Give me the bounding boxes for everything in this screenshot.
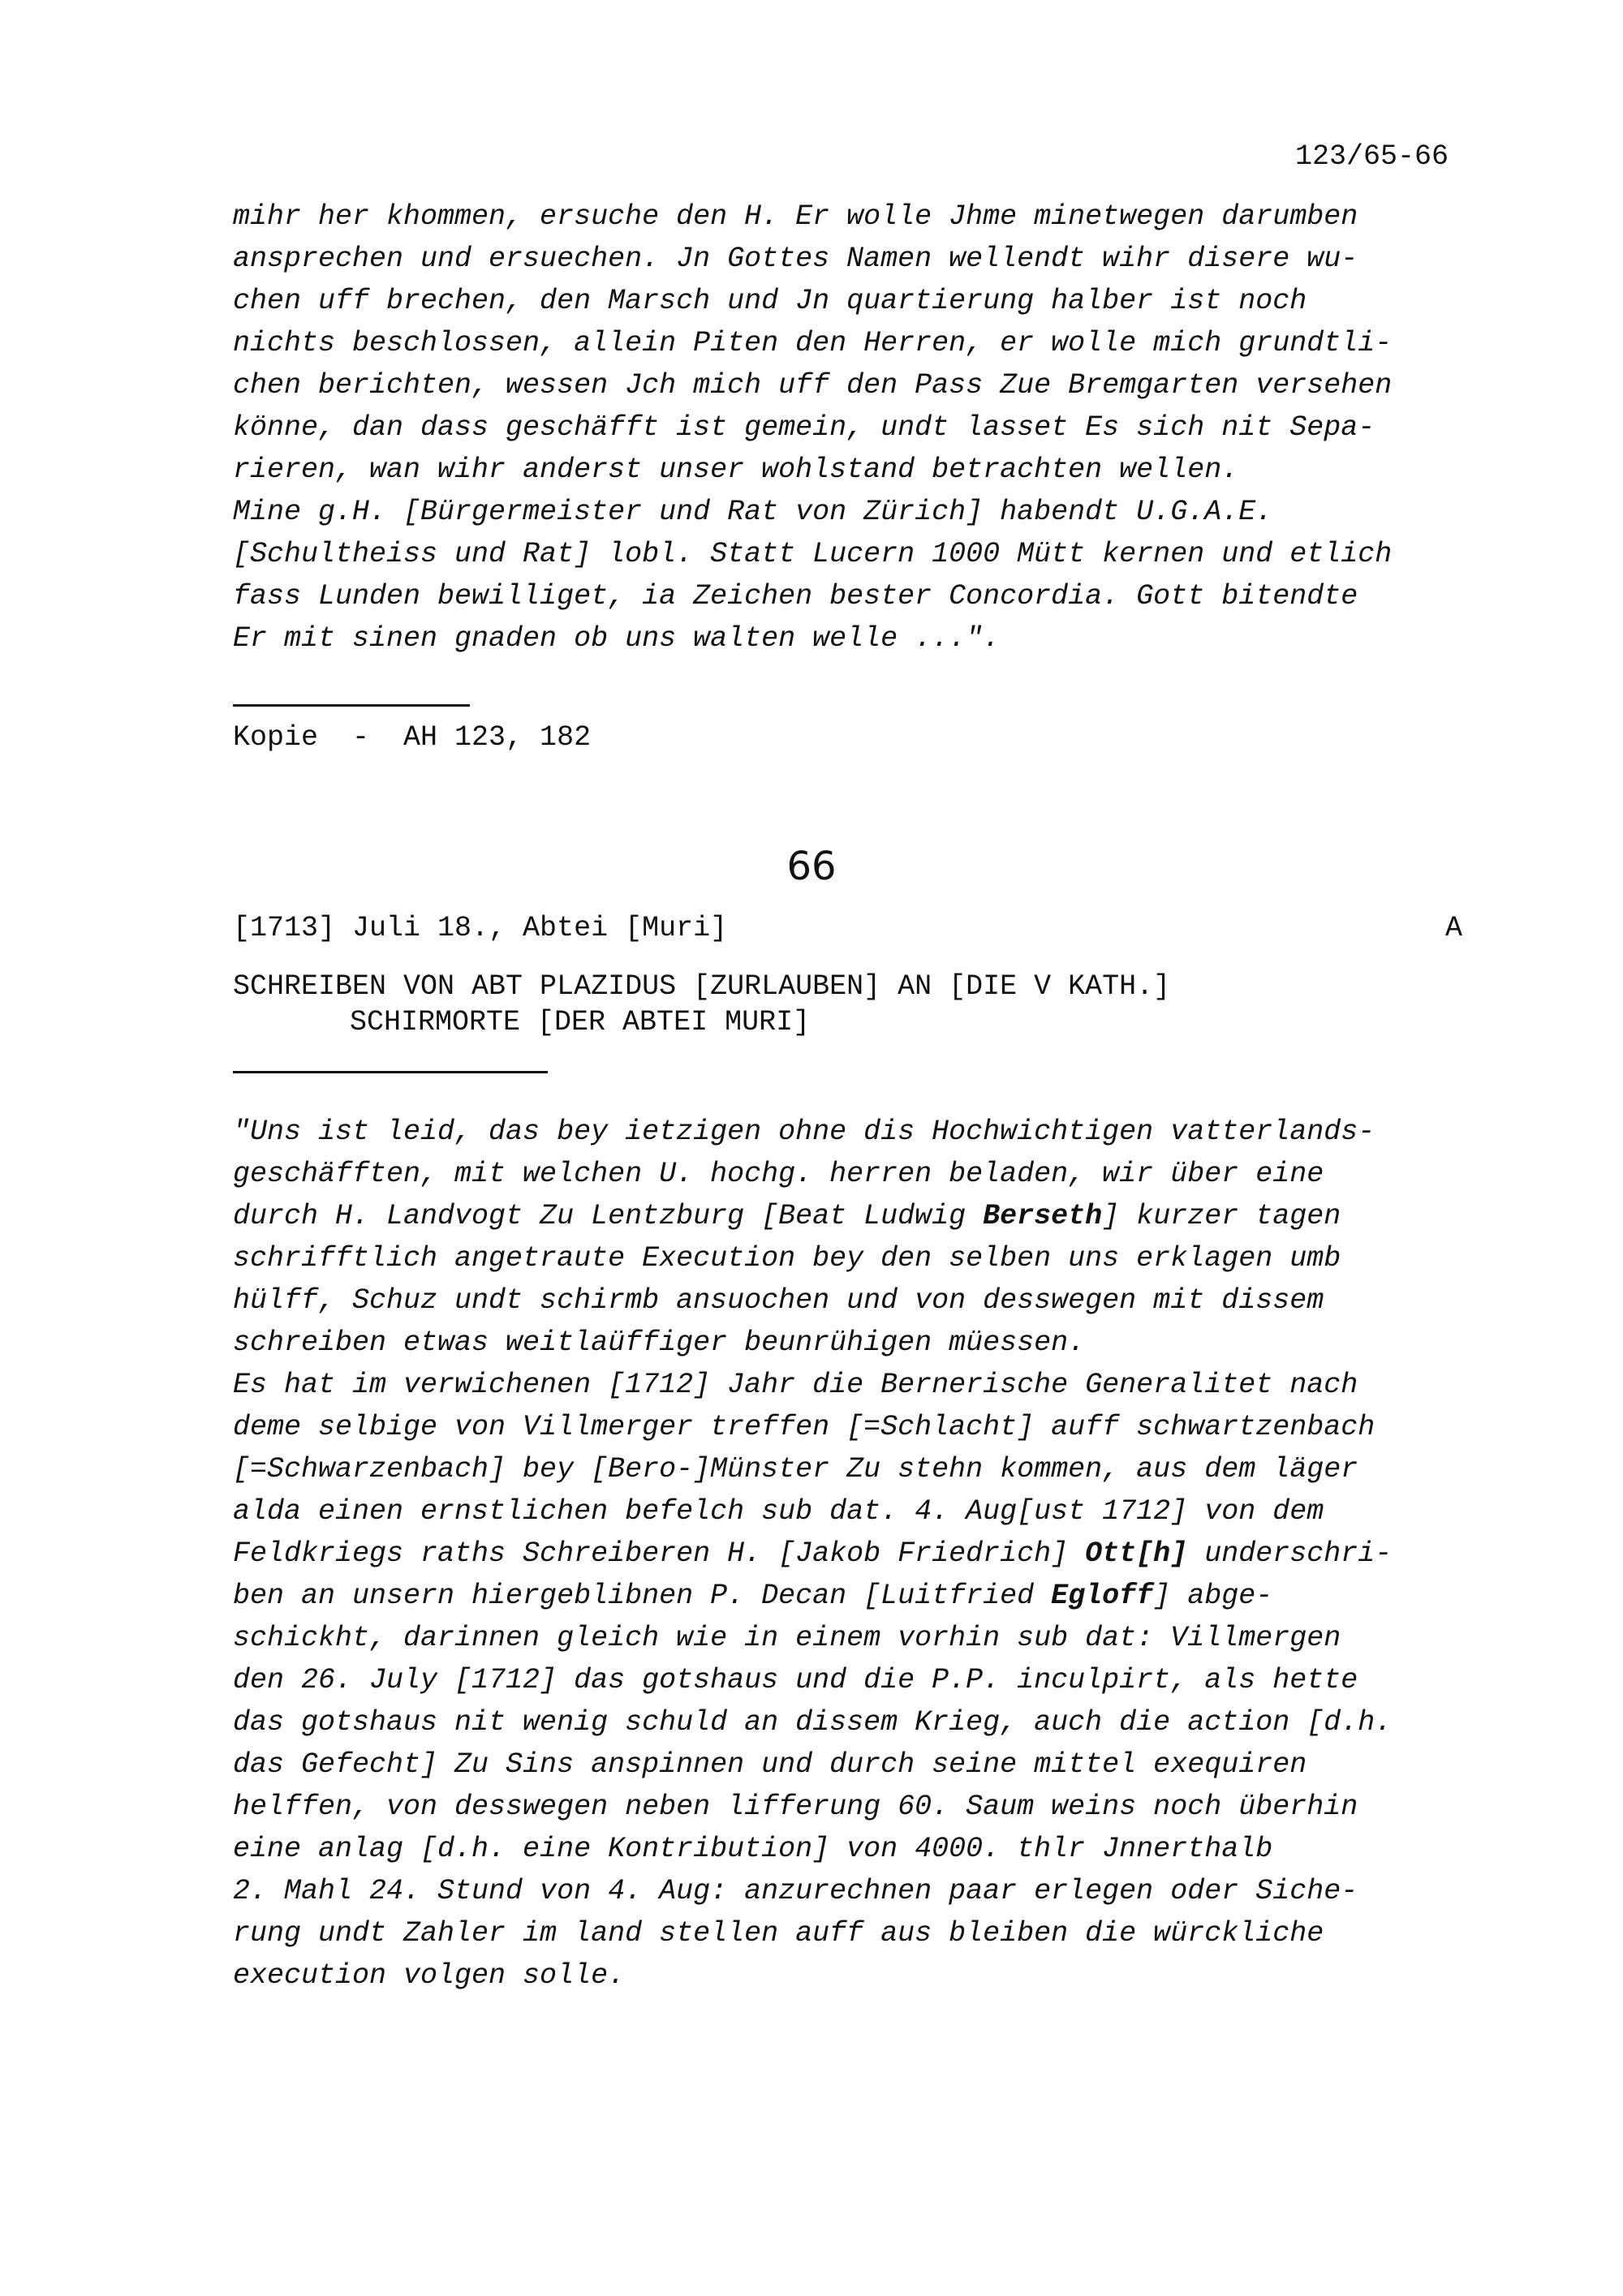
body-text: geschäfften, mit welchen U. hochg. herren beladen, wir über eine <box>233 1158 1324 1190</box>
body-line <box>233 1455 1358 1484</box>
body-text: Feldkriegs raths Schreiberen H. [Jakob Friedrich] <box>233 1537 1086 1570</box>
body-line <box>233 1624 1341 1653</box>
body-line <box>233 1495 1324 1528</box>
body-text: rung undt Zahler im land stellen auff aus bleiben die würckliche <box>233 1917 1324 1950</box>
body-text: ] kurzer tagen <box>1102 1200 1341 1232</box>
body-text: ben an unsern hiergeblibnen P. Decan [Luitfried <box>233 1580 1052 1612</box>
document-type-marker: A <box>1445 912 1463 944</box>
excerpt-line: chen uff brechen, den Marsch und Jn quartierung halber ist noch <box>233 285 1307 317</box>
source-note: Kopie - AH 123, 182 <box>233 721 592 754</box>
body-line <box>233 1877 1358 1906</box>
body-text: "Uns ist leid, das bey ietzigen ohne dis Hochwichtigen vatterlands- <box>233 1116 1375 1148</box>
body-line <box>233 1666 1358 1695</box>
excerpt-line: ansprechen und ersuechen. Jn Gottes Namen wellendt wihr disere wu- <box>233 243 1358 275</box>
body-text: underschri- <box>1187 1537 1393 1570</box>
body-text: das gotshaus nit wenig schuld an dissem Krieg, auch die action [d.h. <box>233 1706 1393 1739</box>
heading-rule <box>233 1071 548 1073</box>
body-text: helffen, von desswegen neben lifferung 60. Saum weins noch überhin <box>233 1791 1358 1823</box>
body-line <box>233 1917 1324 1950</box>
excerpt-line: rieren, wan wihr anderst unser wohlstand betrachten wellen. <box>233 454 1239 486</box>
document-number: 66 <box>786 844 837 889</box>
body-text: hülff, Schuz undt schirmb ansuochen und von desswegen mit dissem <box>233 1284 1324 1317</box>
body-line <box>233 1202 1341 1231</box>
excerpt-line: Mine g.H. [Bürgermeister und Rat von Zürich] habendt U.G.A.E. <box>233 496 1273 528</box>
body-text: 2. Mahl 24. Stund von 4. Aug: anzurechnen paar erlegen oder Siche- <box>233 1875 1358 1907</box>
body-line <box>233 1959 626 1992</box>
body-line <box>233 1793 1358 1821</box>
body-line <box>233 1371 1358 1400</box>
body-text: ] abge- <box>1153 1580 1273 1612</box>
document-date-place: [1713] Juli 18., Abtei [Muri] <box>233 912 728 944</box>
body-line <box>233 1582 1272 1610</box>
person-name: Egloff <box>1051 1580 1154 1612</box>
body-text: schickht, darinnen gleich wie in einem vorhin sub dat: Villmergen <box>233 1622 1341 1654</box>
excerpt-line: [Schultheiss und Rat] lobl. Statt Lucern 1000 Mütt kernen und etlich <box>233 538 1393 570</box>
body-text: Es hat im verwichenen [1712] Jahr die Bernerische Generalitet nach <box>233 1369 1358 1401</box>
body-text: eine anlag [d.h. eine Kontribution] von 4000. thlr Jnnerthalb <box>233 1833 1273 1865</box>
body-text: den 26. July [1712] das gotshaus und die P.P. inculpirt, als hette <box>233 1664 1358 1696</box>
person-name: Berseth <box>983 1200 1103 1232</box>
excerpt-line: chen berichten, wessen Jch mich uff den Pass Zue Bremgarten versehen <box>233 369 1393 402</box>
document-heading-line-1: SCHREIBEN VON ABT PLAZIDUS [ZURLAUBEN] AN [DIE V KATH.] <box>233 970 1171 1003</box>
body-text: schrifftlich angetraute Execution bey den selben uns erklagen umb <box>233 1242 1341 1275</box>
document-heading-line-2: SCHIRMORTE [DER ABTEI MURI] <box>350 1006 811 1038</box>
body-line <box>233 1160 1324 1189</box>
body-text: alda einen ernstlichen befelch sub dat. 4. Aug[ust 1712] von dem <box>233 1495 1324 1528</box>
body-line <box>233 1118 1375 1146</box>
person-name: Ott[h] <box>1085 1537 1188 1570</box>
body-text: [=Schwarzenbach] bey [Bero-]Münster Zu stehn kommen, aus dem läger <box>233 1453 1358 1486</box>
body-line <box>233 1242 1341 1275</box>
body-text: das Gefecht] Zu Sins anspinnen und durch seine mittel exequiren <box>233 1748 1307 1781</box>
body-text: durch H. Landvogt Zu Lentzburg [Beat Ludwig <box>233 1200 984 1232</box>
excerpt-line: könne, dan dass geschäfft ist gemein, undt lasset Es sich nit Sepa- <box>233 411 1375 444</box>
excerpt-line: nichts beschlossen, allein Piten den Herren, er wolle mich grundtli- <box>233 327 1393 359</box>
body-line <box>233 1284 1324 1317</box>
excerpt-line: mihr her khommen, ersuche den H. Er wolle Jhme minetwegen darumben <box>233 200 1358 233</box>
body-text: schreiben etwas weitlaüffiger beunrühigen müessen. <box>233 1326 1086 1359</box>
body-line <box>233 1537 1393 1570</box>
body-text: execution volgen solle. <box>233 1959 626 1992</box>
excerpt-line: Er mit sinen gnaden ob uns walten welle ...". <box>233 622 1001 655</box>
body-line <box>233 1835 1272 1864</box>
footnote-rule <box>233 704 470 707</box>
excerpt-line: fass Lunden bewilliget, ia Zeichen bester Concordia. Gott bitendte <box>233 580 1358 613</box>
body-text: deme selbige von Villmerger treffen [=Schlacht] auff schwartzenbach <box>233 1411 1375 1443</box>
body-line <box>233 1748 1307 1781</box>
body-line <box>233 1326 1086 1359</box>
page-reference: 123/65-66 <box>1295 140 1449 173</box>
body-line <box>233 1706 1393 1739</box>
body-line <box>233 1413 1375 1442</box>
